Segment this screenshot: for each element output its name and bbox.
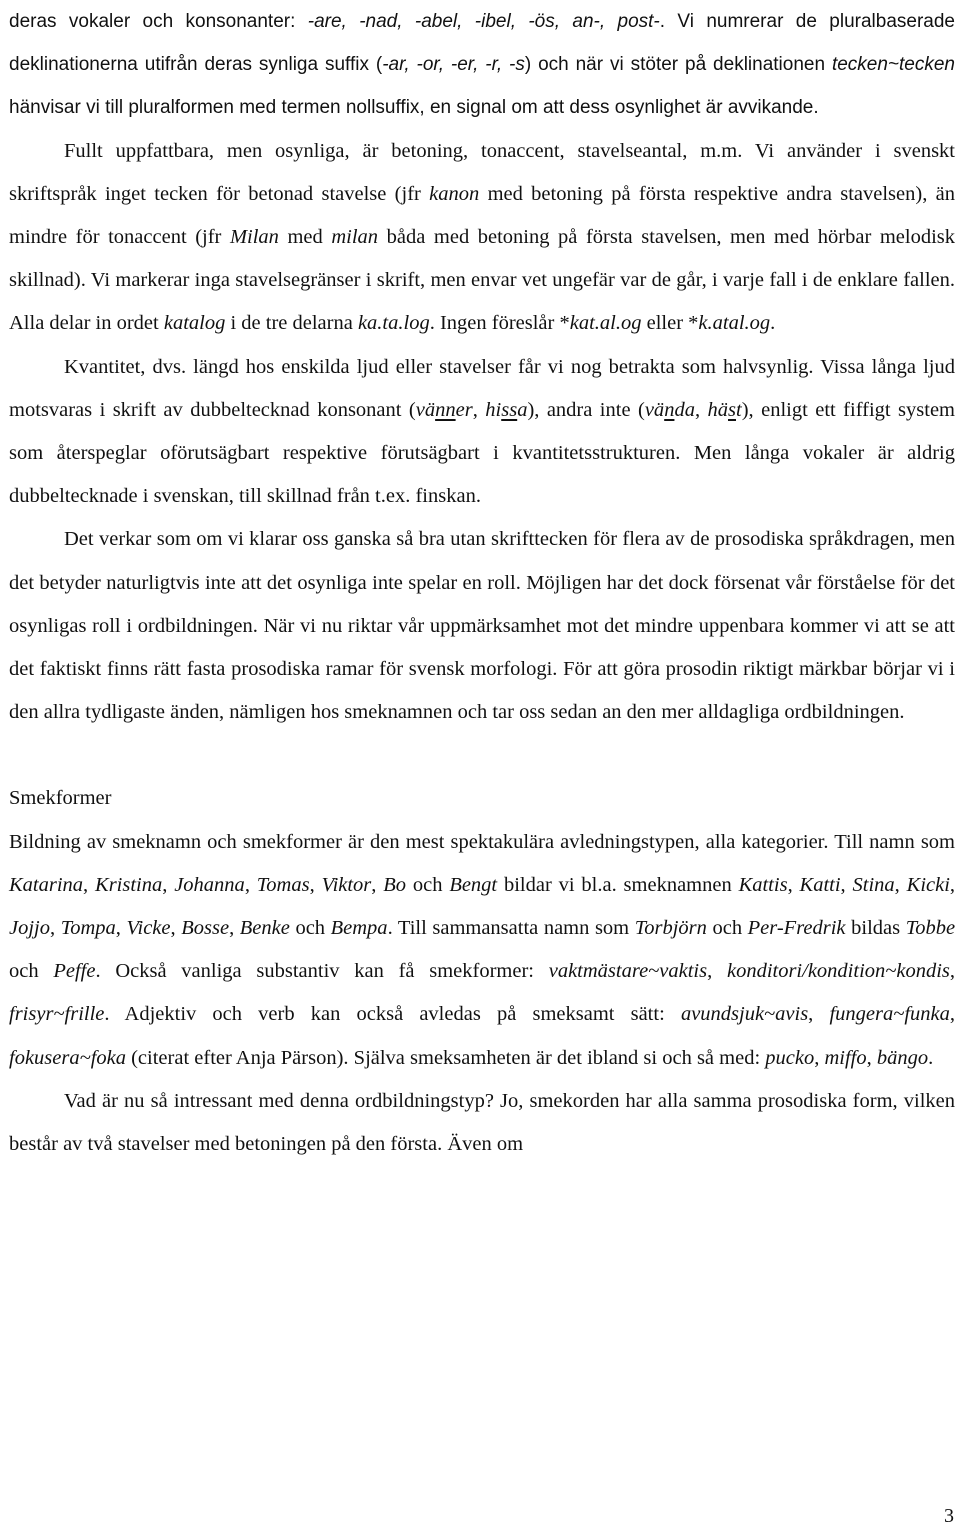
- underlined-text: ss: [501, 398, 518, 421]
- text: och: [706, 917, 748, 940]
- italic-text: fungera~funka: [829, 1003, 950, 1026]
- italic-text: Stina: [852, 873, 895, 896]
- text: ,: [170, 917, 182, 940]
- text: ,: [162, 873, 175, 896]
- text: Kvantitet, dvs. längd hos enskilda ljud eller stavelser får vi nog betrakta som halvsynlig. Vissa långa ljud motsvaras i skrift av dubbeltecknad konsonant (: [9, 355, 955, 421]
- text: . Också vanliga substantiv kan få smekformer:: [95, 960, 549, 983]
- text: . Vi numrerar de pluralbaserade deklinationerna utifrån deras synliga suffix (: [9, 11, 955, 76]
- text: ,: [894, 873, 907, 896]
- italic-text: Katti: [799, 873, 841, 896]
- example-word-hissa: [485, 399, 527, 421]
- text: i de tre delarna: [225, 312, 358, 335]
- paragraph-pet-names: [9, 821, 955, 1080]
- text: ,: [229, 917, 240, 940]
- italic-text: kanon: [429, 182, 480, 205]
- text: och: [406, 873, 450, 896]
- text: ,: [115, 917, 127, 940]
- text: hä: [707, 398, 729, 421]
- underlined-text: n: [664, 398, 675, 421]
- italic-text: kat.al.og: [569, 312, 642, 335]
- paragraph-declinations: [9, 0, 955, 130]
- text: ,: [949, 1003, 955, 1026]
- example-word-vanner: [416, 399, 473, 421]
- italic-text: Kristina: [95, 873, 163, 896]
- text: ,: [866, 1046, 877, 1069]
- italic-text: Vicke: [126, 917, 171, 940]
- text: ,: [949, 873, 956, 896]
- text: vä: [415, 398, 436, 421]
- text: med betoning på första respektive andra stavelsen), än mindre för tonaccent (jfr: [9, 182, 955, 249]
- text: .: [770, 312, 776, 335]
- italic-text: Tompa: [60, 917, 116, 940]
- paragraph-prosody: [9, 130, 955, 346]
- paragraph-quantity: [9, 346, 955, 519]
- text: ,: [707, 960, 727, 983]
- italic-text: fokusera~foka: [9, 1046, 126, 1069]
- text: ,: [694, 398, 708, 421]
- italic-text: milan: [331, 226, 379, 249]
- italic-text: Per-Fredrik: [747, 917, 846, 940]
- text: ,: [814, 1046, 825, 1069]
- text: t: [736, 398, 742, 421]
- italic-text: Bosse: [181, 917, 230, 940]
- text: ,: [787, 873, 800, 896]
- text: vä: [644, 398, 665, 421]
- text: och: [289, 917, 331, 940]
- example-word-hast: [708, 399, 742, 421]
- page-number: 3: [944, 1505, 954, 1527]
- italic-text: Katarina: [9, 873, 84, 896]
- italic-text: Viktor: [321, 873, 372, 896]
- italic-text: Tomas: [256, 873, 310, 896]
- text: bildas: [845, 917, 906, 940]
- italic-text: Bo: [383, 873, 407, 896]
- italic-text: frisyr~frille: [9, 1003, 105, 1026]
- italic-text: Bengt: [449, 873, 498, 896]
- italic-text: avundsjuk~avis: [680, 1003, 809, 1026]
- text: . Ingen föreslår *: [429, 312, 570, 335]
- example-word-vanda: [645, 399, 695, 421]
- text: . Adjektiv och verb kan också avledas på smeksamt sätt:: [104, 1003, 681, 1026]
- text: ,: [371, 873, 384, 896]
- text: med: [278, 226, 332, 249]
- italic-text: Milan: [229, 226, 279, 249]
- text: ) och när vi stöter på deklinationen: [524, 54, 832, 76]
- text: hi: [485, 398, 502, 421]
- italic-text: Tobbe: [905, 917, 956, 940]
- italic-text: vaktmästare~vaktis: [548, 960, 708, 983]
- text: Det verkar som om vi klarar oss ganska så bra utan skrifttecken för flera av de prosodiska språkdragen, men det betyder naturligtvis inte att det osynliga inte spelar en roll. Möjligen har det dock försenat vår förståelse för det osynligas roll i ordbildningen. När vi nu riktar vår uppmärksamhet mot det mindre uppenbara kommer vi att se att det faktiskt finns rätt fasta prosodiska ramar för svensk morfologi. För att göra prosodin riktigt märkbar börjar vi i den allra tydligaste änden, nämligen hos smeknamnen och tar oss sedan an den mer alldagliga ordbildningen.: [9, 528, 955, 724]
- text: ,: [808, 1003, 830, 1026]
- italic-text: Jojjo: [9, 917, 50, 940]
- italic-text: konditori/kondition~kondis: [726, 960, 950, 983]
- italic-text: Bempa: [330, 917, 388, 940]
- text: deras vokaler och konsonanter:: [9, 11, 308, 32]
- underlined-text: nn: [435, 398, 456, 421]
- text: båda med betoning på första stavelsen, men med hörbar melodisk skillnad). Vi markerar inga stavelsegränser i skrift, men envar vet ungefär var de går, i varje fall i de enklare fallen. Alla delar in ordet: [9, 226, 956, 335]
- section-heading: Smekformer: [9, 787, 112, 810]
- italic-text: bängo: [876, 1046, 929, 1069]
- text: a: [517, 398, 528, 421]
- italic-text: -ar, -or, -er, -r, -s: [382, 54, 525, 76]
- text: hänvisar vi till pluralformen med termen nollsuffix, en signal om att dess osynlighet är avvikande.: [9, 97, 819, 119]
- italic-text: k.atal.og: [698, 312, 771, 335]
- italic-text: ka.ta.log: [357, 312, 430, 335]
- document-page: [9, 0, 955, 1166]
- italic-text: Johanna: [174, 873, 245, 896]
- text: bildar vi bl.a. smeknamnen: [497, 873, 739, 896]
- italic-text: tecken~tecken: [831, 54, 955, 76]
- text: .: [928, 1046, 934, 1069]
- text: (citerat efter Anja Pärson). Själva smeksamheten är det ibland si och så med:: [125, 1046, 766, 1069]
- text: da: [674, 398, 695, 421]
- text: er: [455, 398, 473, 421]
- text: ,: [472, 398, 486, 421]
- text: . Till sammansatta namn som: [387, 917, 635, 940]
- text: Vad är nu så intressant med denna ordbildningstyp? Jo, smekorden har alla samma prosodiska form, vilken består av två stavelser med betoningen på den första. Även om: [9, 1089, 955, 1156]
- text: eller *: [641, 312, 699, 335]
- text: Bildning av smeknamn och smekformer är den mest spektakulära avledningstypen, alla kategorier. Till namn som: [9, 830, 955, 853]
- paragraph-prosodic-form: [9, 1080, 955, 1166]
- text: och: [9, 960, 54, 983]
- text: ,: [244, 873, 257, 896]
- text: ), andra inte (: [527, 398, 645, 421]
- italic-text: katalog: [163, 312, 226, 335]
- paragraph-invisible-prosody: [9, 518, 955, 734]
- italic-text: pucko: [765, 1046, 815, 1069]
- spacer: [9, 734, 955, 777]
- italic-text: Kicki: [906, 873, 950, 896]
- text: ,: [949, 960, 956, 983]
- text: ,: [83, 873, 96, 896]
- italic-text: Peffe: [53, 960, 96, 983]
- text: ,: [840, 873, 853, 896]
- text: ,: [309, 873, 322, 896]
- underlined-text: s: [728, 398, 736, 421]
- italic-text: Torbjörn: [634, 917, 707, 940]
- italic-text: -are, -nad, -abel, -ibel, -ös, an-, post-: [307, 11, 660, 32]
- italic-text: Kattis: [738, 873, 788, 896]
- text: ,: [50, 917, 61, 940]
- italic-text: miffo: [824, 1046, 867, 1069]
- italic-text: Benke: [239, 917, 290, 940]
- text: Fullt uppfattbara, men osynliga, är betoning, tonaccent, stavelseantal, m.m. Vi använder i svenskt skriftspråk inget tecken för betonad stavelse (jfr: [9, 139, 955, 205]
- text: ), enligt ett fiffigt system som återspeglar oförutsägbart respektive förutsägbart i kvantitetsstrukturen. Men långa vokaler är aldrig dubbeltecknade i svenskan, till skillnad från t.ex. finskan.: [9, 398, 956, 508]
